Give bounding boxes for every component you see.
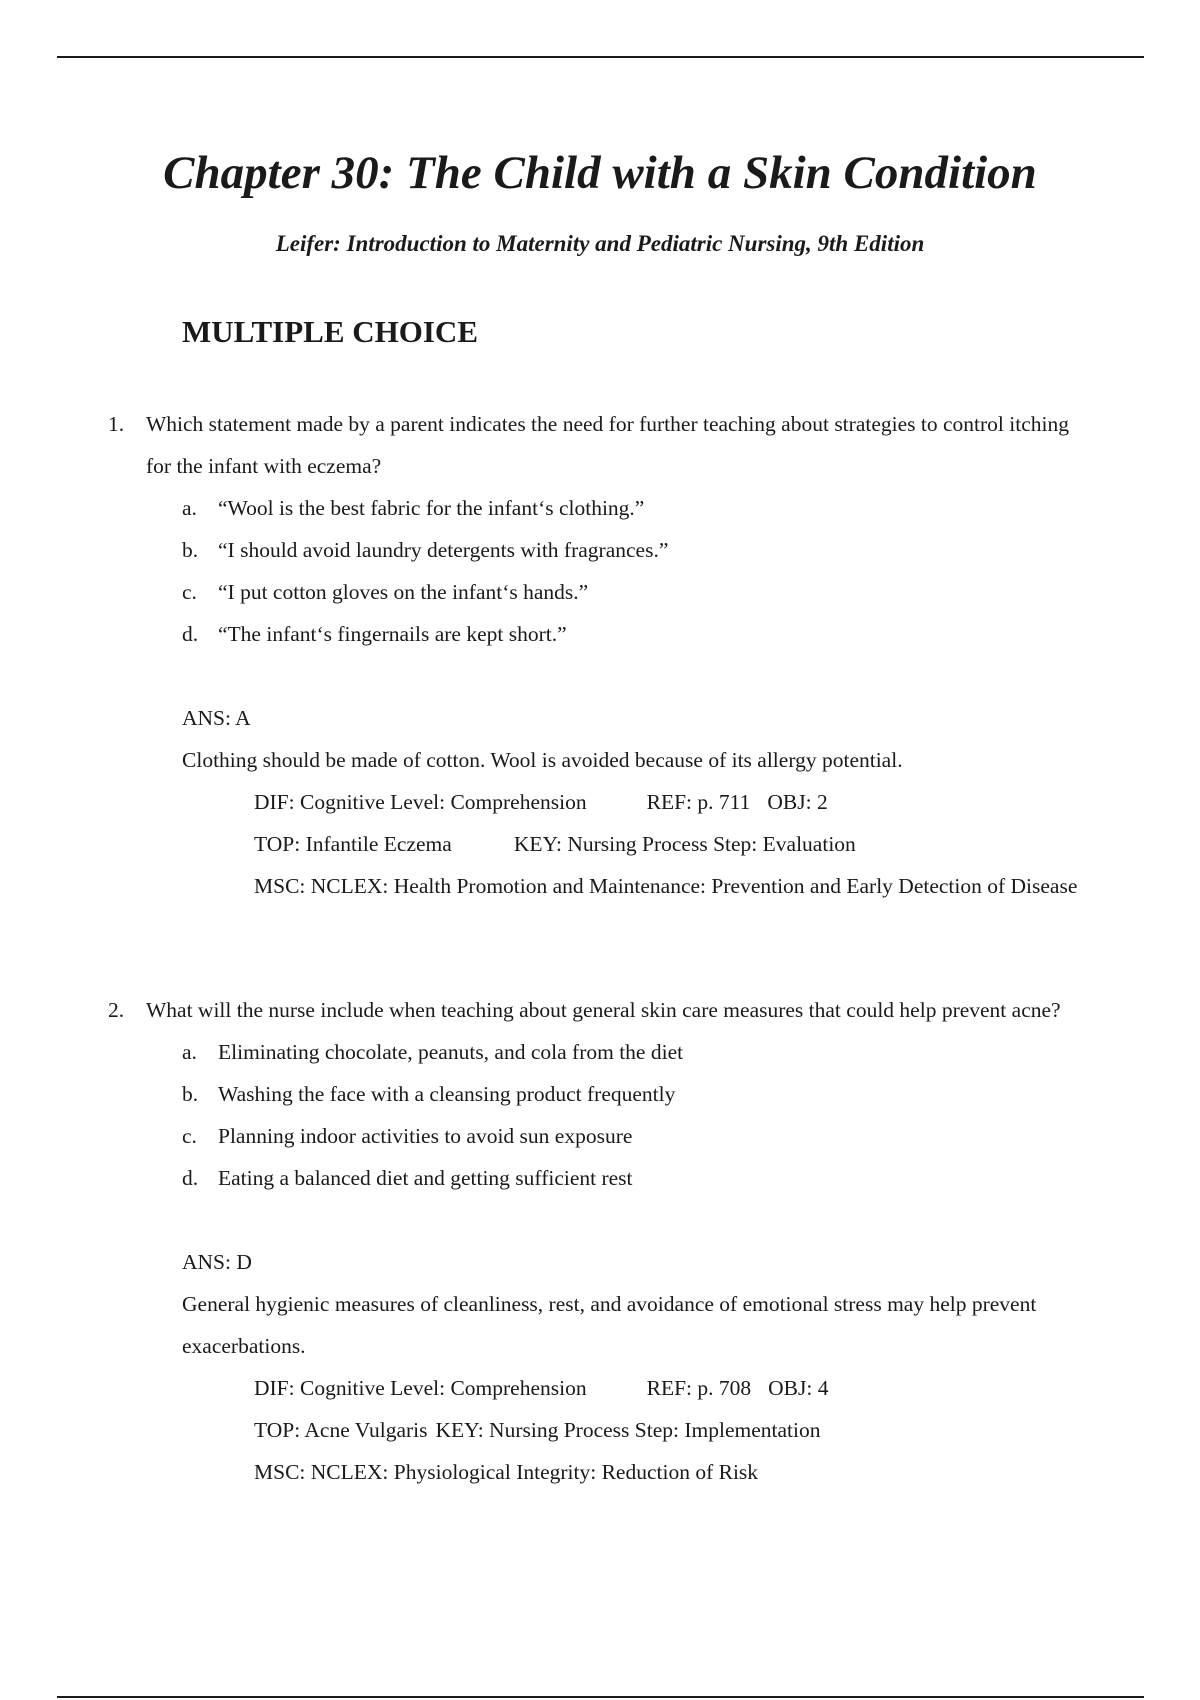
question-number: 1. bbox=[108, 412, 125, 436]
chapter-title: Chapter 30: The Child with a Skin Condition bbox=[163, 147, 1037, 199]
top: TOP: Infantile Eczema bbox=[254, 832, 452, 856]
answer-block bbox=[108, 697, 1088, 907]
option-letter: a. bbox=[182, 496, 197, 520]
dif: DIF: Cognitive Level: Comprehension bbox=[254, 790, 587, 814]
rationale: General hygienic measures of cleanliness, rest, and avoidance of emotional stress may help prevent exacerbations. bbox=[182, 1292, 1037, 1358]
section-heading: MULTIPLE CHOICE bbox=[182, 314, 478, 349]
option-letter: b. bbox=[182, 538, 199, 562]
option-text: “I put cotton gloves on the infant‘s hands.” bbox=[218, 580, 589, 604]
meta-msc: MSC: NCLEX: Health Promotion and Maintenance: Prevention and Early Detection of Disease bbox=[254, 874, 1078, 898]
obj: OBJ: 2 bbox=[767, 790, 828, 814]
option-letter: d. bbox=[182, 622, 199, 646]
option-c bbox=[182, 1115, 1088, 1157]
key: KEY: Nursing Process Step: Evaluation bbox=[513, 832, 856, 856]
option-text: Eliminating chocolate, peanuts, and cola from the diet bbox=[218, 1040, 684, 1064]
obj: OBJ: 4 bbox=[768, 1376, 829, 1400]
option-b bbox=[182, 1073, 1088, 1115]
meta-dif-ref-obj bbox=[182, 1367, 1088, 1409]
option-letter: d. bbox=[182, 1166, 199, 1190]
option-letter: b. bbox=[182, 1082, 199, 1106]
question-text: Which statement made by a parent indicates the need for further teaching about strategies to control itching for the infant with eczema? bbox=[146, 412, 1069, 478]
answer-block bbox=[108, 1241, 1088, 1493]
option-c bbox=[182, 571, 1088, 613]
meta-msc: MSC: NCLEX: Physiological Integrity: Reduction of Risk bbox=[254, 1460, 759, 1484]
option-text: Planning indoor activities to avoid sun exposure bbox=[218, 1124, 633, 1148]
meta-dif-ref-obj bbox=[182, 781, 1088, 823]
option-b bbox=[182, 529, 1088, 571]
answer-key: ANS: D bbox=[182, 1250, 252, 1274]
meta-top-key bbox=[182, 823, 1088, 865]
option-letter: c. bbox=[182, 580, 197, 604]
option-text: Eating a balanced diet and getting sufficient rest bbox=[218, 1166, 633, 1190]
rationale: Clothing should be made of cotton. Wool is avoided because of its allergy potential. bbox=[182, 748, 903, 772]
question-stem bbox=[108, 403, 1088, 487]
question-text: What will the nurse include when teaching about general skin care measures that could help prevent acne? bbox=[146, 998, 1061, 1022]
bottom-rule bbox=[57, 1696, 1144, 1698]
option-letter: c. bbox=[182, 1124, 197, 1148]
ref: REF: p. 708 bbox=[646, 1376, 752, 1400]
option-list bbox=[108, 1031, 1088, 1199]
book-subtitle: Leifer: Introduction to Maternity and Pediatric Nursing, 9th Edition bbox=[275, 231, 925, 256]
option-d bbox=[182, 613, 1088, 655]
question-2 bbox=[108, 989, 1088, 1493]
dif: DIF: Cognitive Level: Comprehension bbox=[254, 1376, 587, 1400]
option-a bbox=[182, 1031, 1088, 1073]
option-letter: a. bbox=[182, 1040, 197, 1064]
top-rule bbox=[57, 56, 1144, 58]
option-text: “I should avoid laundry detergents with fragrances.” bbox=[218, 538, 669, 562]
option-a bbox=[182, 487, 1088, 529]
answer-key: ANS: A bbox=[182, 706, 251, 730]
option-text: “Wool is the best fabric for the infant‘s clothing.” bbox=[218, 496, 645, 520]
option-text: “The infant‘s fingernails are kept short.” bbox=[218, 622, 567, 646]
meta-top-key bbox=[182, 1409, 1088, 1451]
ref: REF: p. 711 bbox=[646, 790, 751, 814]
option-list bbox=[108, 487, 1088, 655]
question-stem bbox=[108, 989, 1088, 1031]
question-1 bbox=[108, 403, 1088, 907]
option-text: Washing the face with a cleansing product frequently bbox=[218, 1082, 676, 1106]
top: TOP: Acne Vulgaris bbox=[254, 1418, 428, 1442]
key: KEY: Nursing Process Step: Implementation bbox=[435, 1418, 821, 1442]
option-d bbox=[182, 1157, 1088, 1199]
question-number: 2. bbox=[108, 998, 125, 1022]
